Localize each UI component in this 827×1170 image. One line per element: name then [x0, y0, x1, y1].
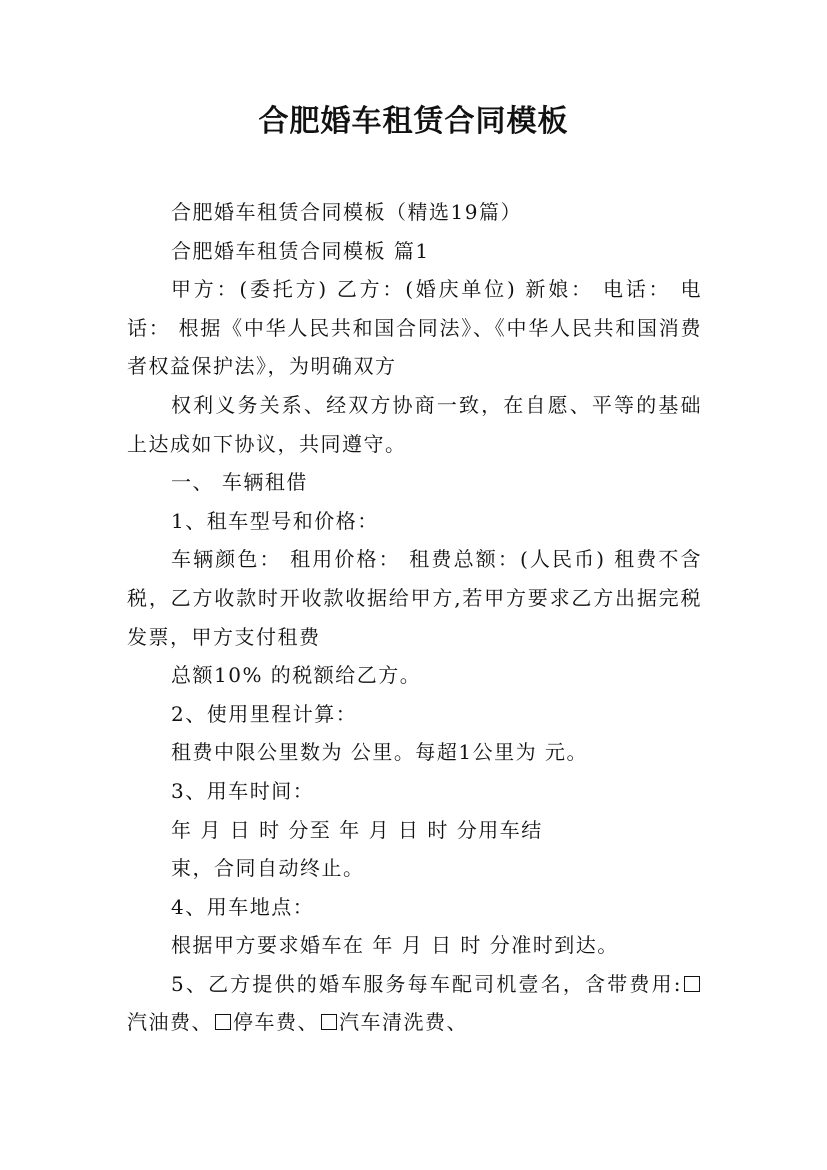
checkbox-icon	[684, 976, 700, 992]
paragraph: 租费中限公里数为 公里。每超1公里为 元。	[171, 740, 588, 765]
paragraph: 合肥婚车租赁合同模板（精选19篇）	[171, 200, 522, 224]
paragraph: 2、使用里程计算：	[171, 701, 358, 726]
paragraph: 合肥婚车租赁合同模板 篇1	[171, 238, 430, 263]
paragraph: 一、 车辆租借	[171, 470, 308, 495]
paragraph: 3、用车时间：	[171, 778, 315, 803]
paragraph: 总额10% 的税额给乙方。	[171, 663, 422, 688]
fees-intro-text: 5、乙方提供的婚车服务每车配司机壹名，含带费用:	[171, 971, 682, 996]
paragraph: 甲方：(委托方) 乙方：(婚庆单位) 新娘： 电话： 电话： 根据《中华人民共和国合同法》、《中华人民共和国消费者权益保护法》，为明确双方	[127, 277, 702, 379]
paragraph: 权利义务关系、经双方协商一致，在自愿、平等的基础上达成如下协议，共同遵守。	[127, 392, 702, 456]
paragraph: 年 月 日 时 分至 年 月 日 时 分用车结	[171, 817, 543, 842]
paragraph: 车辆颜色： 租用价格： 租费总额：(人民币) 租费不含税，乙方收款时开收款收据给甲方,若甲方要求乙方出据完税发票，甲方支付租费	[127, 547, 702, 649]
document-title: 合肥婚车租赁合同模板	[258, 104, 569, 139]
checkbox-icon	[215, 1014, 231, 1030]
fee-item-carwash: 汽车清洗费、	[339, 1010, 468, 1035]
document-body	[127, 193, 702, 1042]
paragraph: 束，合同自动终止。	[171, 856, 365, 881]
fee-item-parking: 停车费、	[233, 1010, 319, 1035]
paragraph: 4、用车地点：	[171, 894, 315, 919]
paragraph: 1、租车型号和价格：	[171, 508, 379, 533]
fee-item-gas: 汽油费、	[127, 1010, 213, 1035]
checkbox-icon	[321, 1014, 337, 1030]
paragraph: 根据甲方要求婚车在 年 月 日 时 分准时到达。	[171, 933, 619, 958]
paragraph-fees	[127, 965, 702, 1042]
